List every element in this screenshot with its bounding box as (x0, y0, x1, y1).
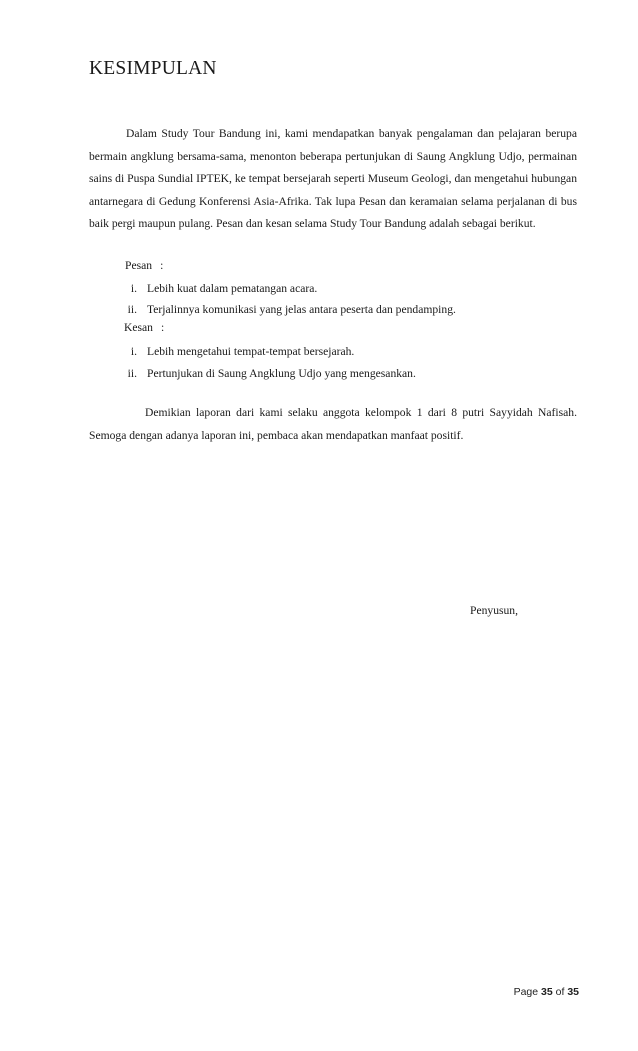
list-number: i. (130, 345, 137, 358)
of-word: of (555, 986, 565, 998)
kesan-colon: : (160, 321, 165, 334)
page-total: 35 (567, 986, 579, 998)
intro-paragraph (89, 123, 577, 236)
signature-label: Penyusun, (470, 604, 518, 617)
list-number: ii. (127, 367, 137, 380)
list-text: Lebih kuat dalam pematangan acara. (147, 282, 318, 295)
list-text: Pertunjukan di Saung Angklung Udjo yang mengesankan. (147, 367, 416, 380)
closing-text: Demikian laporan dari kami selaku anggota kelompok 1 dari 8 putri Sayyidah Nafisah. Semoga dengan adanya laporan ini, pembaca akan mendapatkan manfaat positif. (89, 406, 577, 442)
kesan-label-text: Kesan (124, 321, 153, 334)
page-title: KESIMPULAN (89, 58, 217, 79)
list-number: i. (130, 282, 137, 295)
kesan-label (124, 321, 164, 334)
pesan-label (125, 259, 163, 272)
page-current: 35 (541, 986, 553, 998)
page-word: Page (513, 986, 539, 998)
closing-paragraph (89, 402, 577, 447)
intro-text: Dalam Study Tour Bandung ini, kami mendapatkan banyak pengalaman dan pelajaran berupa bermain angklung bersama-sama, menonton beberapa pertunjukan di Saung Angklung Udjo, permainan sains di Puspa Sundial IPTEK, ke tempat bersejarah seperti Museum Geologi, dan mengetahui hubungan antarnegara di Gedung Konferensi Asia-Afrika. Tak lupa Pesan dan keramaian selama perjalanan di bus baik pergi maupun pulang. Pesan dan kesan selama Study Tour Bandung adalah sebagai berikut. (89, 127, 577, 231)
list-number: ii. (127, 303, 137, 316)
list-text: Lebih mengetahui tempat-tempat bersejarah. (147, 345, 355, 358)
pesan-label-text: Pesan (125, 259, 153, 272)
page-footer (514, 986, 579, 998)
list-text: Terjalinnya komunikasi yang jelas antara peserta dan pendamping. (147, 303, 456, 316)
pesan-colon: : (160, 259, 164, 272)
